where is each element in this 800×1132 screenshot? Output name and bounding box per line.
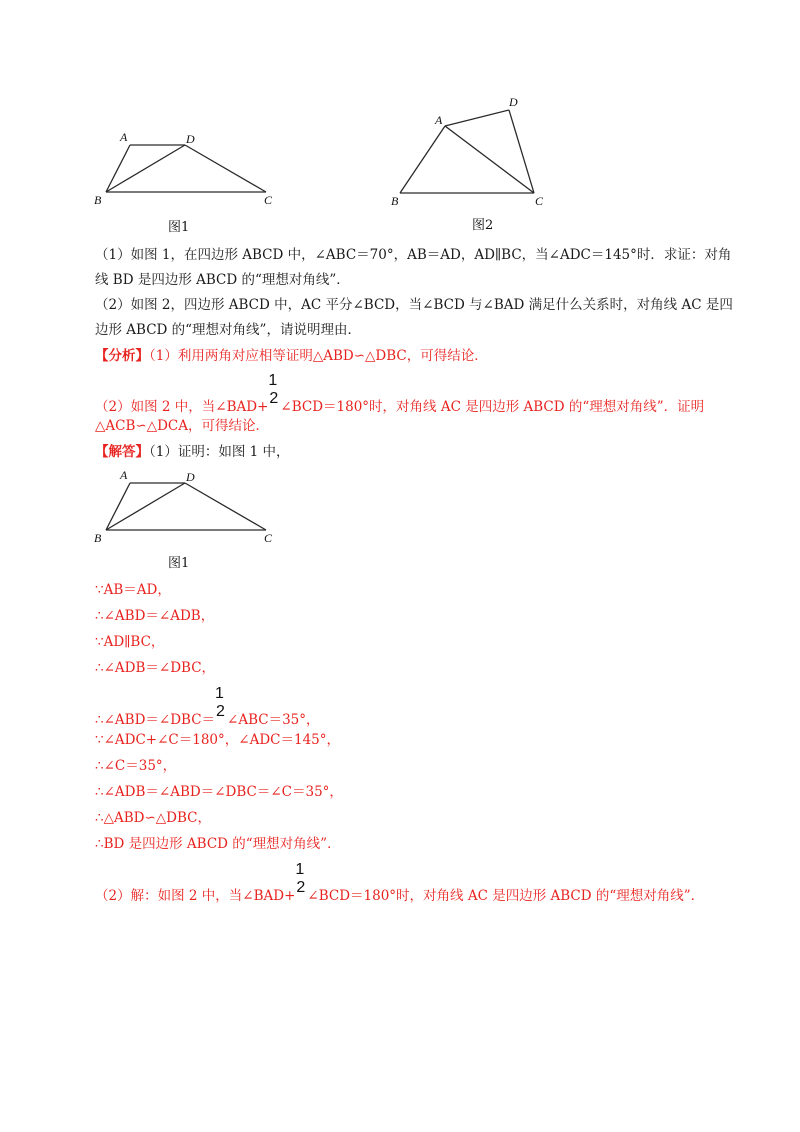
vertex-label-d: D [509, 95, 518, 109]
vertex-label-d: D [186, 470, 195, 484]
solution-tag: 【解答】 [95, 444, 149, 460]
question-1-line-2: 线 BD 是四边形 ABCD 的“理想对角线”． [95, 272, 350, 288]
step-text-post: ∠ABC＝35°， [227, 712, 320, 728]
vertex-label-a: A [120, 468, 128, 482]
vertex-label-b: B [94, 531, 102, 545]
solution-step-6: ∵∠ADC+∠C＝180°，∠ADC＝145°， [95, 732, 341, 748]
analysis-text-pre: （2）如图 2 中，当∠BAD+ [95, 399, 269, 415]
vertex-label-a: A [120, 130, 128, 144]
vertex-label-c: C [264, 531, 273, 545]
analysis-text-post: ∠BCD＝180°时，对角线 AC 是四边形 ABCD 的“理想对角线”．证明 [280, 399, 705, 415]
figure-1-solution [88, 466, 288, 576]
solution-step-7: ∴∠C＝35°， [95, 758, 177, 774]
figure-2-top [385, 94, 555, 234]
figure-caption: 图2 [472, 218, 494, 233]
analysis-text: （1）利用两角对应相等证明△ABD∽△DBC，可得结论． [149, 348, 488, 364]
figure-1-top [88, 128, 288, 238]
solution-step-1: ∵AB＝AD， [95, 582, 171, 598]
trapezoid-diagram [88, 128, 288, 218]
quadrilateral-diagram [385, 94, 555, 214]
vertex-label-b: B [391, 194, 399, 208]
fraction-one-half: 1 2 [268, 372, 279, 407]
fraction-one-half: 1 2 [295, 861, 306, 896]
solution-step-5 [95, 685, 320, 730]
vertex-label-a: A [435, 113, 443, 127]
solution-step-3: ∵AD∥BC， [95, 634, 165, 650]
solution-part-2 [95, 861, 705, 906]
solution-step-10: ∴BD 是四边形 ABCD 的“理想对角线”． [95, 836, 341, 852]
question-1-line-1: （1）如图 1，在四边形 ABCD 中，∠ABC＝70°，AB＝AD，AD∥BC，当∠ADC＝145°时．求证：对角 [95, 247, 732, 263]
question-2-line-1: （2）如图 2，四边形 ABCD 中，AC 平分∠BCD，当∠BCD 与∠BAD 满足什么关系时，对角线 AC 是四 [95, 297, 733, 313]
part2-text-pre: （2）解：如图 2 中，当∠BAD+ [95, 888, 296, 904]
solution-intro [95, 442, 290, 462]
solution-step-9: ∴△ABD∽△DBC， [95, 810, 211, 826]
vertex-label-d: D [186, 132, 195, 146]
analysis-line-1 [95, 346, 488, 366]
vertex-label-c: C [535, 194, 544, 208]
solution-step-8: ∴∠ADB＝∠ABD＝∠DBC＝∠C＝35°， [95, 784, 343, 800]
question-2-line-2: 边形 ABCD 的“理想对角线”，请说明理由． [95, 322, 361, 338]
solution-intro-text: （1）证明：如图 1 中， [149, 444, 290, 460]
fraction-one-half: 1 2 [215, 685, 225, 720]
analysis-line-2 [95, 372, 705, 417]
analysis-tag: 【分析】 [95, 348, 149, 364]
trapezoid-diagram [88, 466, 288, 556]
figure-caption: 图1 [168, 556, 190, 571]
part2-text-post: ∠BCD＝180°时，对角线 AC 是四边形 ABCD 的“理想对角线”． [307, 888, 705, 904]
figure-caption: 图1 [168, 220, 190, 235]
analysis-line-3: △ACB∽△DCA，可得结论． [95, 418, 269, 434]
step-text-pre: ∴∠ABD＝∠DBC＝ [95, 712, 216, 728]
vertex-label-c: C [264, 193, 273, 207]
solution-step-4: ∴∠ADB＝∠DBC， [95, 660, 216, 676]
vertex-label-b: B [94, 193, 102, 207]
solution-step-2: ∴∠ABD＝∠ADB， [95, 608, 215, 624]
